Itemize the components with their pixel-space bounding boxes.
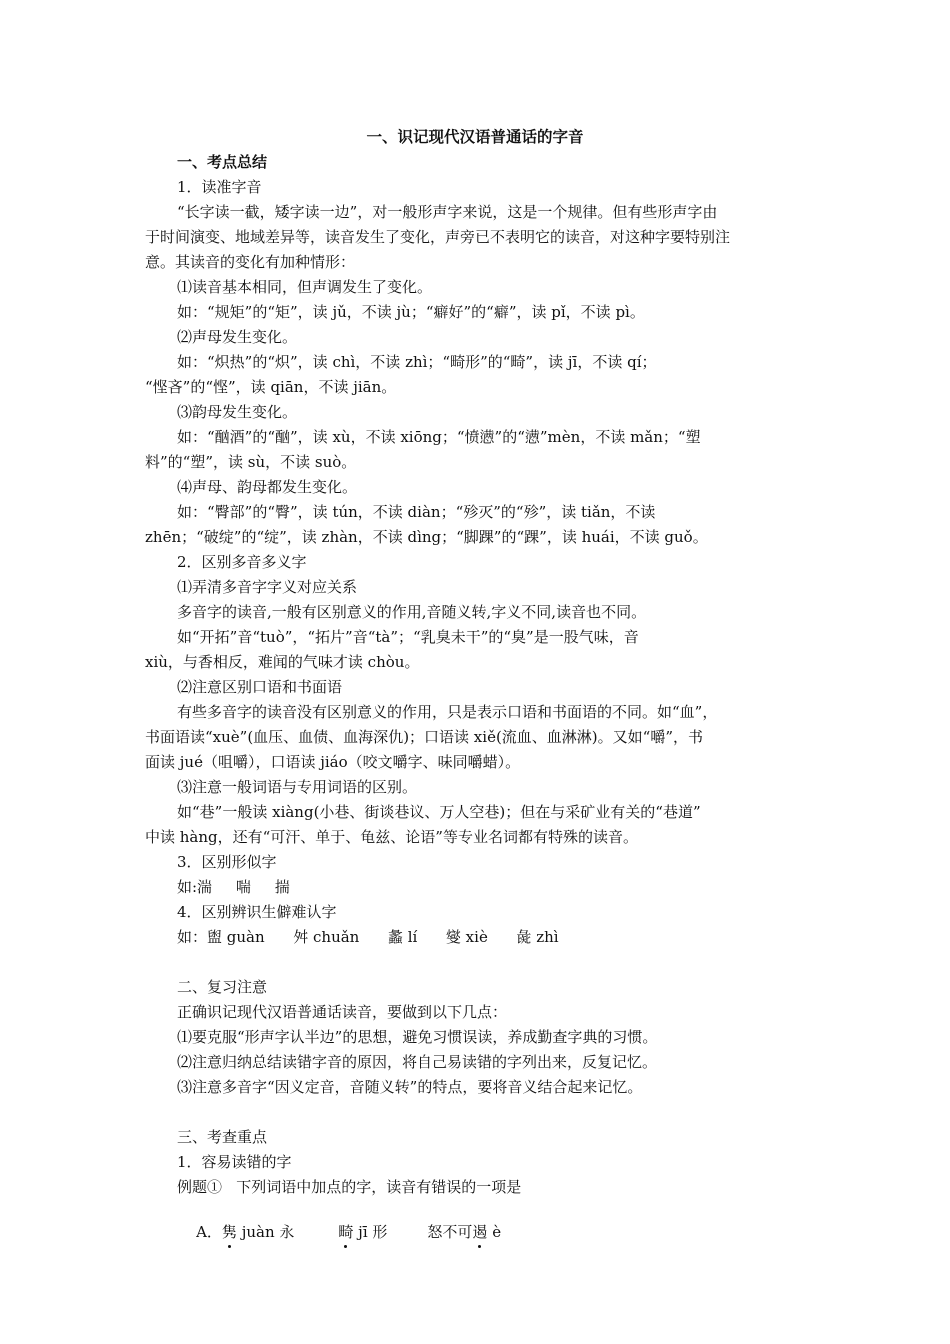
example-line: 如:湍 喘 揣 [177, 878, 290, 896]
example-line: 如“开拓”音“tuò”，“拓片”音“tà”；“乳臭未干”的“臭”是一股气味，音 [177, 628, 639, 646]
subheading: 3．区别形似字 [177, 853, 277, 871]
pinyin-text: è [487, 1223, 502, 1241]
section-heading: 三、考查重点 [177, 1128, 268, 1146]
list-item: ⑷声母、韵母都发生变化。 [177, 478, 358, 496]
list-item: ⑵声母发生变化。 [177, 328, 298, 346]
paragraph-line: 多音字的读音,一般有区别意义的作用,音随义转,字义不同,读音也不同。 [177, 603, 647, 621]
paragraph-line: 有些多音字的读音没有区别意义的作用，只是表示口语和书面语的不同。如“血”， [177, 703, 718, 721]
list-item: ⑵注意区别口语和书面语 [177, 678, 343, 696]
marked-char: 畸 [338, 1223, 354, 1241]
example-line: “悭吝”的“悭”，读 qiān，不读 jiān。 [145, 378, 397, 396]
option-label: A． [196, 1223, 222, 1241]
example-line: 如：盥 guàn 舛 chuǎn 蠡 lí 燮 xiè 彘 zhì [177, 928, 559, 946]
paragraph-line: 书面语读“xuè”(血压、血债、血海深仇)；口语读 xiě(流血、血淋淋)。又如“嚼”，书 [145, 728, 703, 746]
section-heading: 二、复习注意 [177, 978, 268, 996]
page-title: 一、识记现代汉语普通话的字音 [366, 127, 584, 146]
subheading: 4．区别辨识生僻难认字 [177, 903, 337, 921]
list-item: ⑴要克服“形声字认半边”的思想，避免习惯误读，养成勤查字典的习惯。 [177, 1028, 658, 1046]
list-item: ⑵注意归纳总结读错字音的原因，将自己易读错的字列出来，反复记忆。 [177, 1053, 658, 1071]
marked-char: 隽 [221, 1223, 237, 1241]
paragraph-line: “长字读一截，矮字读一边”，对一般形声字来说，这是一个规律。但有些形声字由 [177, 203, 718, 221]
paragraph-line: 正确识记现代汉语普通话读音，要做到以下几点： [177, 1003, 508, 1021]
list-item: ⑶韵母发生变化。 [177, 403, 298, 421]
example-line: 如：“酗酒”的“酗”，读 xù，不读 xiōng；“愤懑”的“懑”mèn，不读 mǎn；“塑 [177, 428, 701, 446]
example-line: 如：“规矩”的“矩”，读 jǔ，不读 jù；“癖好”的“癖”，读 pǐ，不读 pì。 [177, 303, 645, 321]
subheading: 1．读准字音 [177, 178, 262, 196]
example-line: 料”的“塑”，读 sù，不读 suò。 [145, 453, 357, 471]
example-line: 如：“炽热”的“炽”，读 chì，不读 zhì；“畸形”的“畸”，读 jī，不读 qí； [177, 353, 657, 371]
word-text: 怒不可 [427, 1223, 473, 1241]
marked-char: 遏 [472, 1223, 488, 1241]
section-heading: 一、考点总结 [177, 153, 268, 171]
list-item: ⑴读音基本相同，但声调发生了变化。 [177, 278, 433, 296]
subheading: 1．容易读错的字 [177, 1153, 292, 1171]
paragraph-line: 意。其读音的变化有加种情形： [145, 253, 356, 271]
paragraph-line: 中读 hàng，还有“可汗、单于、龟兹、论语”等专业名词都有特殊的读音。 [145, 828, 638, 846]
pinyin-text: juàn 永 [236, 1223, 295, 1241]
list-item: ⑶注意多音字“因义定音，音随义转”的特点，要将音义结合起来记忆。 [177, 1078, 643, 1096]
list-item: ⑶注意一般词语与专用词语的区别。 [177, 778, 418, 796]
pinyin-text: jī 形 [353, 1223, 388, 1241]
example-line: xiù，与香相反，难闻的气味才读 chòu。 [145, 653, 420, 671]
question-stem: 例题① 下列词语中加点的字，读音有错误的一项是 [177, 1178, 522, 1196]
paragraph-line: 面读 jué（咀嚼），口语读 jiáo（咬文嚼字、味同嚼蜡）。 [145, 753, 521, 771]
example-line: zhēn；“破绽”的“绽”，读 zhàn，不读 dìng；“脚踝”的“踝”，读 huái，不读 guǒ。 [145, 528, 708, 546]
answer-option-a [177, 1199, 501, 1265]
paragraph-line: 于时间演变、地域差异等，读音发生了变化，声旁已不表明它的读音，对这种字要特别注 [145, 228, 731, 246]
example-line: 如：“臀部”的“臀”，读 tún，不读 diàn；“殄灭”的“殄”，读 tiǎn，不读 [177, 503, 656, 521]
paragraph-line: 如“巷”一般读 xiàng(小巷、街谈巷议、万人空巷)；但在与采矿业有关的“巷道” [177, 803, 701, 821]
subheading: 2．区别多音多义字 [177, 553, 307, 571]
list-item: ⑴弄清多音字字义对应关系 [177, 578, 358, 596]
